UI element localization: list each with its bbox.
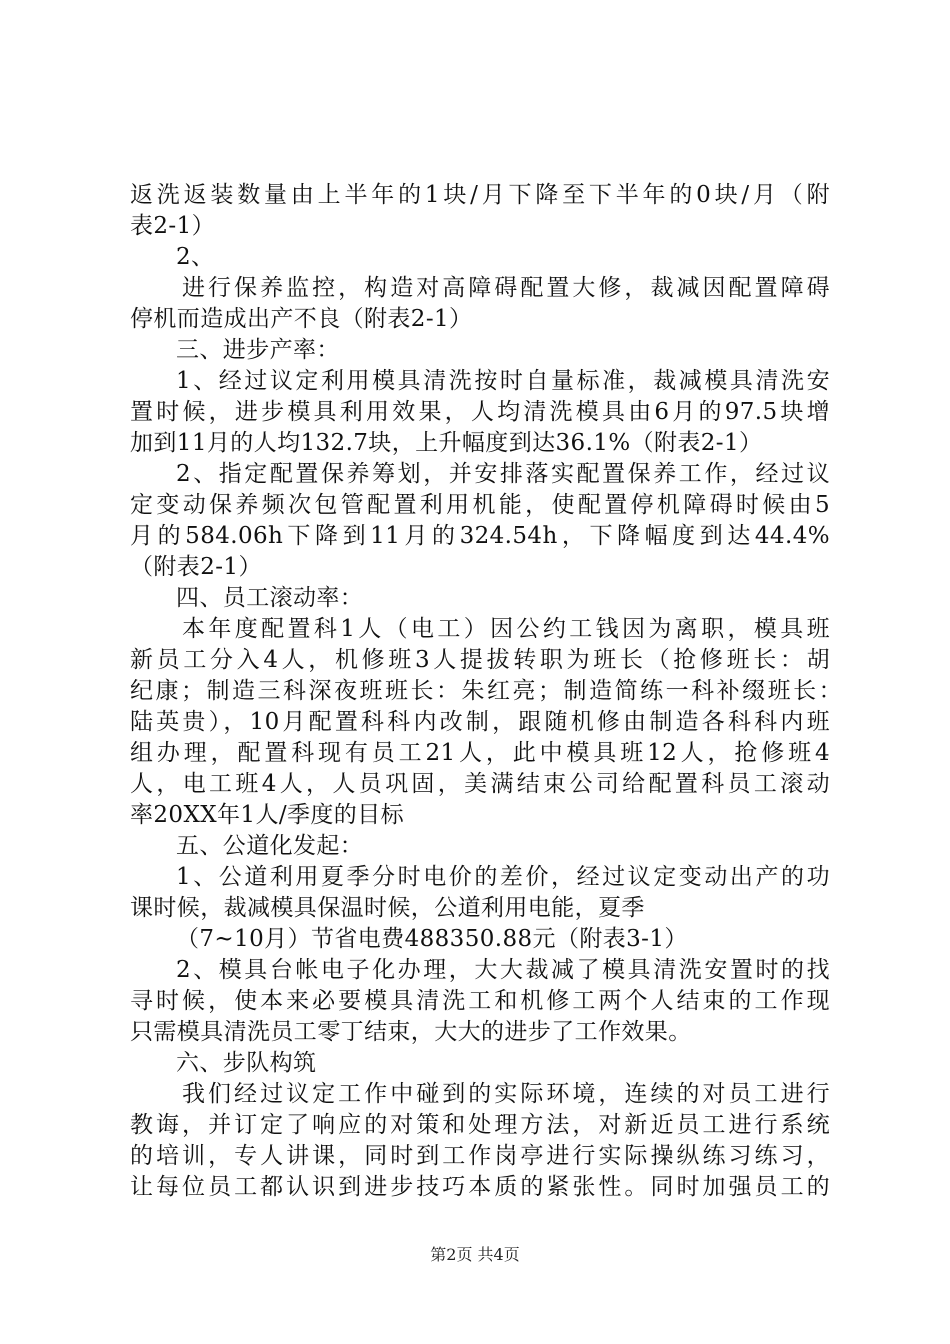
text-line: 的培训，专人讲课，同时到工作岗亭进行实际操纵练习练习， [130, 1143, 830, 1169]
text-line: 课时候，裁减模具保温时候，公道利用电能，夏季 [130, 895, 645, 921]
text-line: （附表2-1） [130, 554, 262, 580]
section-heading: 五、公道化发起： [176, 833, 364, 859]
text-line: 让每位员工都认识到进步技巧本质的紧张性。同时加强员工的 [130, 1174, 830, 1200]
text-line: 表2-1） [130, 213, 216, 239]
section-heading: 三、进步产率： [176, 337, 340, 363]
text-line: 人，电工班4人，人员巩固，美满结束公司给配置科员工滚动 [130, 771, 830, 797]
text-line: 定变动保养频次包管配置利用机能，使配置停机障碍时候由5 [130, 492, 830, 518]
text-line: 2、模具台帐电子化办理，大大裁减了模具清洗安置时的找 [176, 957, 830, 983]
text-line: 1、经过议定利用模具清洗按时自量标准，裁减模具清洗安 [176, 368, 830, 394]
text-line: （7~10月）节省电费488350.88元（附表3-1） [176, 926, 688, 952]
text-line: 陆英贵），10月配置科科内改制，跟随机修由制造各科科内班 [130, 709, 830, 735]
page-number-footer: 第2页 共4页 [430, 1245, 520, 1264]
text-line: 加到11月的人均132.7块，上升幅度到达36.1%（附表2-1） [130, 430, 763, 456]
text-line: 组办理，配置科现有员工21人，此中模具班12人，抢修班4 [130, 740, 830, 766]
text-line: 本年度配置科1人（电工）因公约工钱因为离职，模具班 [182, 616, 830, 642]
text-line: 返洗返装数量由上半年的1块/月下降至下半年的0块/月（附 [130, 182, 830, 208]
text-line: 月的584.06h下降到11月的324.54h，下降幅度到达44.4% [130, 523, 830, 549]
text-line: 2、 [176, 244, 215, 270]
text-line: 1、公道利用夏季分时电价的差价，经过议定变动出产的功 [176, 864, 830, 890]
text-line: 寻时候，使本来必要模具清洗工和机修工两个人结束的工作现 [130, 988, 830, 1014]
text-line: 率20XX年1人/季度的目标 [130, 802, 404, 828]
text-line: 只需模具清洗员工零丁结束，大大的进步了工作效果。 [130, 1019, 692, 1045]
section-heading: 四、员工滚动率： [176, 585, 364, 611]
text-line: 停机而造成出产不良（附表2-1） [130, 306, 473, 332]
text-line: 2、指定配置保养筹划，并安排落实配置保养工作，经过议 [176, 461, 830, 487]
text-line: 教诲，并订定了响应的对策和处理方法，对新近员工进行系统 [130, 1112, 830, 1138]
section-heading: 六、步队构筑 [176, 1050, 317, 1076]
text-line: 我们经过议定工作中碰到的实际环境，连续的对员工进行 [182, 1081, 830, 1107]
text-line: 纪康；制造三科深夜班班长：朱红亮；制造简练一科补缀班长： [130, 678, 842, 704]
text-line: 进行保养监控，构造对高障碍配置大修，裁减因配置障碍 [182, 275, 830, 301]
text-line: 置时候，进步模具利用效果，人均清洗模具由6月的97.5块增 [130, 399, 830, 425]
text-line: 新员工分入4人，机修班3人提拔转职为班长（抢修班长：胡 [130, 647, 830, 673]
